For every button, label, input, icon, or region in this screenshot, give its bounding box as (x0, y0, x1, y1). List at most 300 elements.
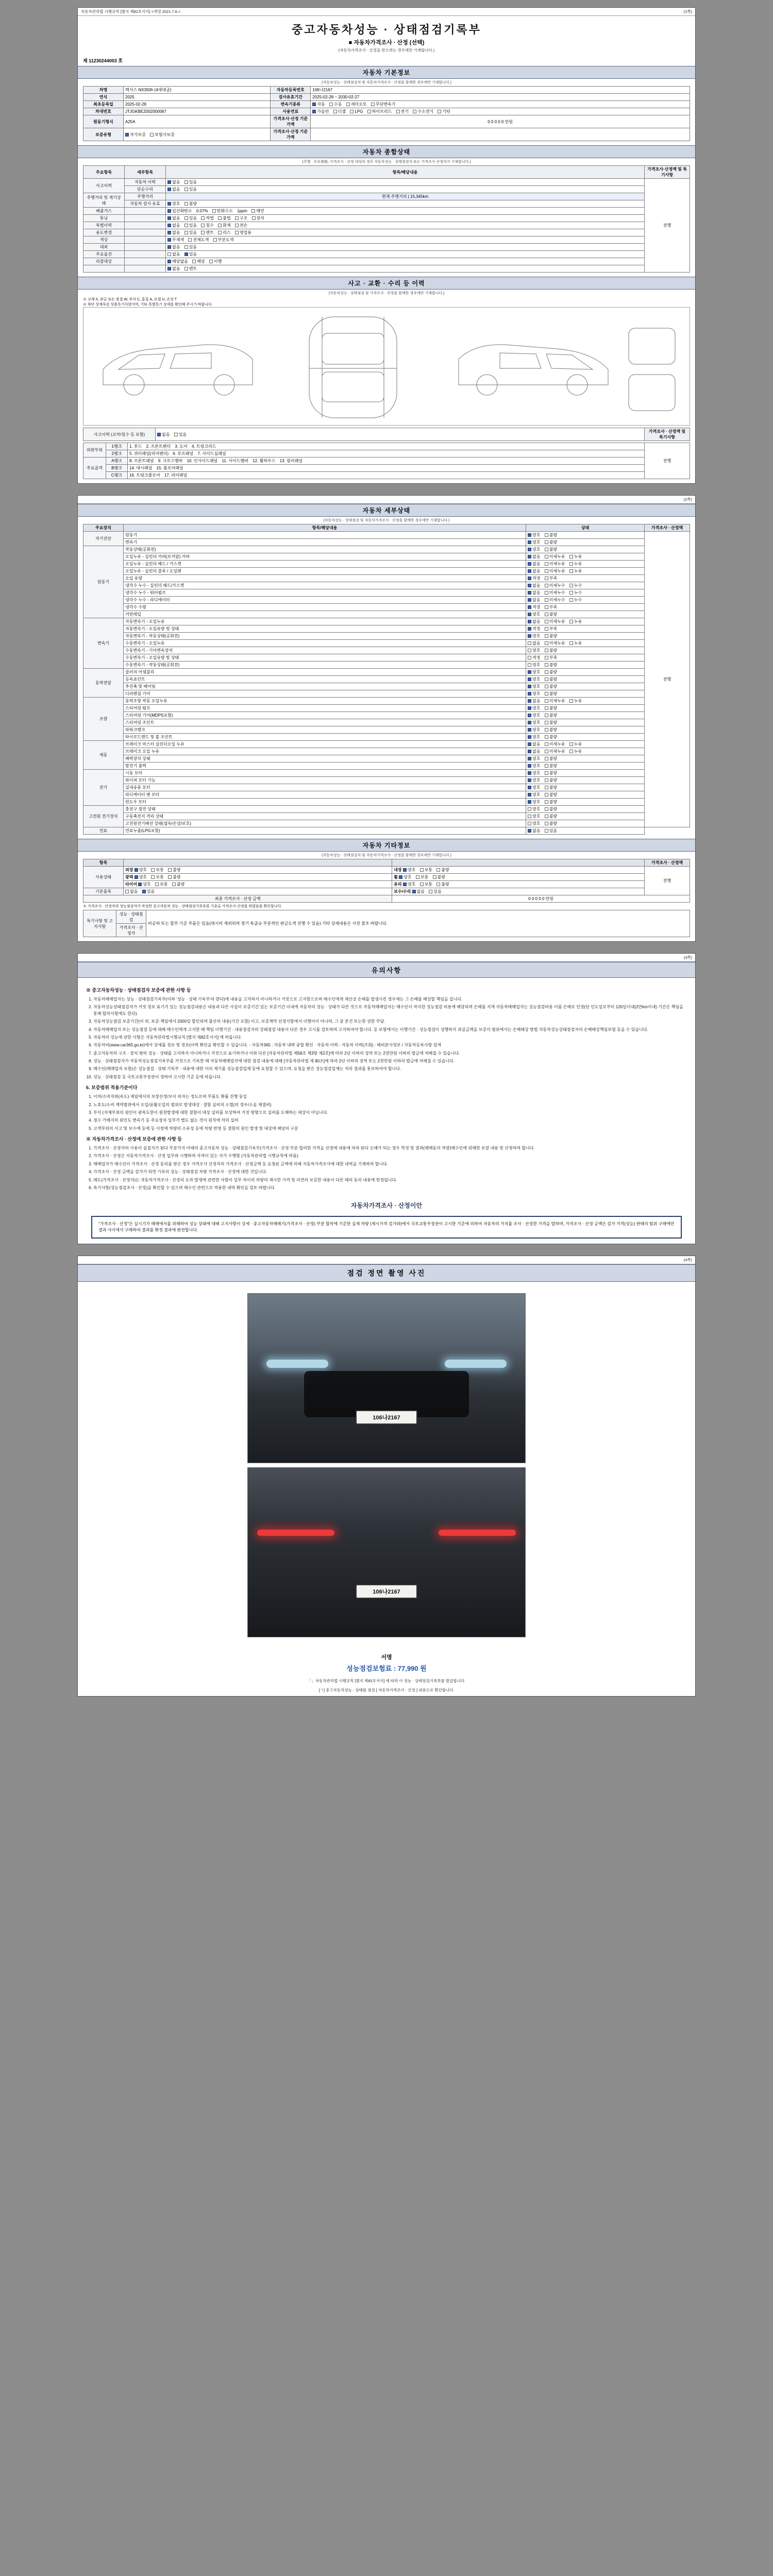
state-good[interactable]: 양호 (528, 785, 540, 790)
special-flood[interactable]: 침수 (201, 223, 213, 228)
frame-item[interactable]: 16. 트렁크플로어 (129, 473, 160, 478)
detail-state (526, 820, 645, 827)
state-bad[interactable]: 불량 (545, 691, 557, 697)
fuel-option-diesel[interactable]: 디젤 (333, 109, 346, 114)
state-none[interactable]: 없음 (528, 597, 540, 603)
row-sub-history: 자동차 이력 (125, 179, 166, 186)
sheet-page-4 (77, 1256, 696, 1697)
row-sub-usechange (125, 229, 166, 236)
state-yes[interactable]: 있음 (545, 828, 557, 834)
table-row (83, 647, 690, 654)
table-row (83, 222, 690, 229)
state-good[interactable]: 양호 (528, 684, 540, 689)
simple-none[interactable]: 없음 (167, 187, 180, 192)
label-engine-type: 원동기형식 (83, 115, 124, 128)
detail-item: 커먼레일 (124, 611, 526, 618)
guarantee-title: 자동차가격조사 · 산정이안 (350, 1202, 423, 1210)
accident-price-header: 가격조사 · 산정액 및 특기사항 (645, 428, 690, 441)
tuning-structure[interactable]: 구조 (235, 215, 247, 221)
row-value-tuning (166, 215, 645, 222)
table-row (83, 575, 690, 582)
accident-sub-yes[interactable]: 있음 (174, 432, 187, 437)
glass-normal[interactable]: 보통 (420, 882, 432, 887)
transmission-option-manual[interactable]: 수동 (329, 101, 342, 107)
state-minor[interactable]: 미세누유 (545, 741, 565, 747)
page-number-3: (3쪽) (683, 955, 692, 960)
state-minor[interactable]: 미세누유 (545, 568, 565, 574)
frame-item[interactable]: 5. 쿼터패널(리어펜더) (129, 451, 169, 456)
tuning-legal[interactable]: 적법 (201, 215, 213, 221)
state-bad[interactable]: 불량 (545, 684, 557, 689)
state-none[interactable]: 없음 (528, 828, 540, 834)
color-original[interactable]: 무채색 (167, 237, 184, 243)
state-leak[interactable]: 누유 (569, 741, 582, 747)
state-bad[interactable]: 불량 (545, 669, 557, 675)
photo-wrapper (78, 1282, 695, 1649)
frame-group-main: 주요골격 (83, 457, 106, 479)
state-good[interactable]: 양호 (528, 763, 540, 769)
tuning-yes[interactable]: 있음 (184, 215, 197, 221)
detail-state (526, 568, 645, 575)
state-good[interactable]: 양호 (528, 705, 540, 711)
table-row (83, 200, 690, 208)
frame-item[interactable]: 10. 인사이드패널 (187, 459, 218, 463)
glass-bad[interactable]: 불량 (436, 882, 449, 887)
fuel-option-ev[interactable]: 전기 (396, 109, 409, 114)
state-good[interactable]: 양호 (528, 806, 540, 812)
list-item: 6. 특기사항(성능점검조사 · 산정)을 확인할 수 있으며 매수인 관련으로 적용한 내역 확인을 검토 바랍니다. (93, 1185, 687, 1191)
color-part-repaint[interactable]: 부분도색 (213, 237, 234, 243)
basic-none[interactable]: 없음 (125, 889, 138, 894)
inspection-fee: 성능점검보험료 : 77,990 원 (346, 1665, 427, 1673)
state-bad[interactable]: 불량 (545, 785, 557, 790)
wheel-bad[interactable]: 불량 (433, 874, 445, 880)
usechange-yes[interactable]: 있음 (184, 230, 197, 235)
inspection-good[interactable]: 양호 (167, 201, 180, 207)
ext-normal[interactable]: 보통 (151, 867, 163, 873)
glass-good[interactable]: 양호 (403, 882, 415, 887)
transmission-option-cvt[interactable]: 무단변속기 (371, 101, 396, 107)
detail-item: 추진축 및 베어링 (124, 683, 526, 690)
other-polish-label: 광택 (125, 875, 133, 879)
special-total-loss[interactable]: 전손 (235, 223, 247, 228)
state-leak[interactable]: 누유 (569, 640, 582, 646)
state-bad[interactable]: 불량 (545, 648, 557, 653)
state-ok[interactable]: 적정 (528, 655, 540, 660)
state-bad[interactable]: 불량 (545, 676, 557, 682)
state-minor[interactable]: 미세누유 (545, 554, 565, 560)
tire-normal[interactable]: 보통 (155, 882, 167, 887)
frame-item[interactable]: 14. 대시패널 (129, 466, 153, 470)
state-minor[interactable]: 미세누유 (545, 619, 565, 624)
detail-item: 냉각수 수량 (124, 604, 526, 611)
state-low[interactable]: 부족 (545, 575, 557, 581)
warranty-option-insurer[interactable]: 보험사보증 (150, 132, 175, 138)
pol-bad[interactable]: 불량 (168, 874, 180, 880)
state-ok[interactable]: 적정 (528, 604, 540, 610)
options-yes[interactable]: 있음 (184, 251, 197, 257)
special-yes[interactable]: 있음 (184, 223, 197, 228)
state-leak[interactable]: 누유 (569, 749, 582, 754)
section-accident-body (78, 297, 695, 483)
state-good[interactable]: 양호 (528, 648, 540, 653)
table-row (83, 806, 690, 813)
guarantee-box: "가격조사 · 산정"은 실시기가 매매에서를 위해하여 성능 상태에 대해 고지사항이 상세 · 중고자동차매매기(가격조사 · 산정) 부분 합작에 기준한 실제 차량 (제시가격 검가와)에서 국토교통부장관이 고시한 기준에 의하여 자동차의 가치를 조사 · 산정한 가격을 말하며, 가격조사 · 산정 금액은 감가 가격(성능) 판매의 범위 구매에만 결과 사이에서 구매하여 결과를 확정 결과에 완전합니다. (91, 1216, 682, 1239)
frame-item[interactable]: 2. 프론트펜더 (146, 444, 171, 449)
state-none[interactable]: 없음 (528, 698, 540, 704)
detail-item: 타이로드엔드 및 볼 조인트 (124, 734, 526, 741)
usechange-rent[interactable]: 렌트 (201, 230, 213, 235)
row-value-usechange (166, 229, 645, 236)
state-none[interactable]: 없음 (528, 561, 540, 567)
label-transmission: 변속기종류 (271, 101, 311, 108)
state-bad[interactable]: 불량 (545, 777, 557, 783)
state-good[interactable]: 양호 (528, 770, 540, 776)
state-leak[interactable]: 누수 (569, 597, 582, 603)
frame-item[interactable]: 9. 크로스멤버 (158, 459, 183, 463)
table-row (83, 625, 690, 633)
row-value-inspection (166, 200, 645, 208)
detail-state (526, 719, 645, 726)
usechange-business[interactable]: 영업용 (235, 230, 251, 235)
state-bad[interactable]: 불량 (545, 720, 557, 725)
state-good[interactable]: 양호 (528, 676, 540, 682)
state-bad[interactable]: 불량 (545, 662, 557, 668)
row-label-color: 색상 (83, 236, 125, 244)
state-leak[interactable]: 누유 (569, 698, 582, 704)
detail-item: 시동 모터 (124, 770, 526, 777)
usechange-none[interactable]: 없음 (167, 230, 180, 235)
state-leak[interactable]: 누유 (569, 561, 582, 567)
state-bad[interactable]: 불량 (545, 734, 557, 740)
state-minor[interactable]: 미세누유 (545, 640, 565, 646)
detail-state (526, 647, 645, 654)
state-good[interactable]: 양호 (528, 539, 540, 545)
sheet-page-3 (77, 953, 696, 1244)
state-good[interactable]: 양호 (528, 792, 540, 798)
state-low[interactable]: 부족 (545, 655, 557, 660)
transmission-option-semi[interactable]: 세미오토 (346, 101, 367, 107)
lease-yes[interactable]: 있음 (184, 244, 197, 250)
detail-state (526, 640, 645, 647)
frame-item[interactable]: 4. 트렁크리드 (191, 444, 216, 449)
frame-item[interactable]: 13. 필러패널 (279, 459, 303, 463)
taillight-right-icon (439, 1530, 516, 1536)
state-good[interactable]: 양호 (528, 727, 540, 733)
row-value-lease (166, 244, 645, 251)
fuel-option-hybrid[interactable]: 하이브리드 (367, 109, 392, 114)
detail-item: 발전기 출력 (124, 762, 526, 770)
state-good[interactable]: 양호 (528, 547, 540, 552)
table-row (83, 662, 690, 669)
state-leak[interactable]: 누유 (569, 568, 582, 574)
state-minor[interactable]: 미세누유 (545, 698, 565, 704)
group-powertrain: 동력전달 (83, 669, 124, 698)
emission-smoke[interactable]: 매연 (251, 208, 264, 214)
state-bad[interactable]: 불량 (545, 792, 557, 798)
wheel-normal[interactable]: 보통 (416, 874, 428, 880)
state-low[interactable]: 부족 (545, 604, 557, 610)
frame-item[interactable]: 17. 리어패널 (164, 473, 188, 478)
detail-state (526, 662, 645, 669)
state-bad[interactable]: 불량 (545, 814, 557, 819)
fuel-option-hydrogen[interactable]: 수소전기 (413, 109, 433, 114)
frame-item[interactable]: 12. 휠하우스 (253, 459, 276, 463)
detail-state (526, 633, 645, 640)
state-bad[interactable]: 불량 (545, 547, 557, 552)
frame-item[interactable]: 1. 후드 (129, 444, 142, 449)
frame-rank-c: C랭크 (106, 472, 128, 479)
state-good[interactable]: 양호 (528, 662, 540, 668)
wheel-good[interactable]: 양호 (399, 874, 411, 880)
state-good[interactable]: 양호 (528, 821, 540, 826)
usechange-lease[interactable]: 리스 (218, 230, 230, 235)
state-leak[interactable]: 누수 (569, 583, 582, 588)
tuning-none[interactable]: 없음 (167, 215, 180, 221)
row-sub-special (125, 222, 166, 229)
table-row (83, 784, 690, 791)
other-col-2 (392, 859, 645, 867)
repair-yes[interactable]: 있음 (429, 889, 441, 894)
car-damage-diagram[interactable] (83, 307, 690, 426)
detail-state (526, 806, 645, 813)
section-basic-body (78, 86, 695, 145)
detail-state (526, 532, 645, 539)
table-row (83, 777, 690, 784)
page4-topnote (78, 1256, 695, 1264)
other-interior-label: 내장 (394, 868, 402, 872)
frame-items-2 (128, 450, 645, 457)
section-accident-title: 사고 · 교환 · 수리 등 이력 (78, 277, 695, 290)
state-good[interactable]: 양호 (528, 756, 540, 761)
other-glass-label: 유리 (394, 882, 402, 887)
state-minor[interactable]: 미세누유 (545, 749, 565, 754)
table-row (83, 762, 690, 770)
special-none[interactable]: 없음 (167, 223, 180, 228)
state-good[interactable]: 양호 (528, 734, 540, 740)
page-number-4: (4쪽) (683, 1258, 692, 1263)
state-bad[interactable]: 불량 (545, 727, 557, 733)
group-transmission: 변속기 (83, 618, 124, 669)
notice-list-3 (93, 1094, 687, 1132)
frame-item[interactable]: 7. 사이드실패널 (197, 451, 226, 456)
recall-done[interactable]: 이행 (209, 259, 222, 264)
row-label-lease: 대외 (83, 244, 125, 251)
ext-bad[interactable]: 불량 (168, 867, 180, 873)
state-good[interactable]: 양호 (528, 713, 540, 718)
state-minor[interactable]: 미세누수 (545, 597, 565, 603)
state-good[interactable]: 양호 (528, 691, 540, 697)
state-none[interactable]: 없음 (528, 619, 540, 624)
state-bad[interactable]: 불량 (545, 799, 557, 805)
repair-none[interactable]: 없음 (412, 889, 425, 894)
fuel-option-lpg[interactable]: LPG (350, 109, 363, 114)
form-reference: 자동차관리법 시행규칙 [별지 제82호서식] <개정 2021.7.6.> (81, 9, 181, 14)
table-row (83, 813, 690, 820)
fuel-option-gasoline[interactable]: 가솔린 (312, 109, 329, 114)
other-wheel (392, 874, 645, 881)
label-inspection-period: 검사유효기간 (271, 94, 311, 101)
detail-item: 수동변속기 - 기어변속장치 (124, 647, 526, 654)
simple-yes[interactable]: 있음 (184, 187, 197, 192)
frame-item[interactable]: 6. 루프패널 (173, 451, 194, 456)
list-item: 2. 노후도/소비 계약범위에서 오일/윤활오일의 범위로 발생대상 : 결함 실비의 소멸(의 경우/소음 체결비) (93, 1102, 687, 1108)
emission-hc[interactable]: 탄화수소 (212, 208, 233, 214)
other-tire-label: 타이어 (125, 882, 138, 887)
special-notes-text[interactable]: 비공하 또는 할부 기준 부품은 있음(대시비 제외되며 경기 특급규 부분적인 판금도색 진행 수 있음) 기타 상세내용은 사진 참조 바랍니다. (146, 910, 690, 937)
extra-none[interactable]: 없음 (167, 266, 180, 272)
int-normal[interactable]: 보통 (420, 867, 432, 873)
value-first-reg: 2025-02-28 (124, 101, 271, 108)
frame-item[interactable]: 3. 도어 (175, 444, 188, 449)
detail-state (526, 625, 645, 633)
section-other-note: (자동차성능 · 상태점검자 및 자동차가격조사 · 산정을 함께한 경우에만 기재합니다.) (322, 854, 451, 857)
tire-bad[interactable]: 불량 (172, 882, 184, 887)
detail-item: 클러치 어셈블리 (124, 669, 526, 676)
state-minor[interactable]: 미세누유 (545, 561, 565, 567)
warranty-option-self[interactable]: 자가보증 (125, 132, 146, 138)
state-good[interactable]: 양호 (528, 633, 540, 639)
detail-state (526, 683, 645, 690)
lease-none[interactable]: 없음 (167, 244, 180, 250)
section-overall-title: 자동차 종합상태 (78, 145, 695, 158)
table-row (83, 115, 690, 128)
state-bad[interactable]: 불량 (545, 756, 557, 761)
other-col-0: 항목 (83, 859, 124, 867)
col-state: 상태 (526, 524, 645, 532)
state-bad[interactable]: 불량 (545, 705, 557, 711)
table-row (83, 539, 690, 546)
detail-state (526, 748, 645, 755)
emission-co[interactable]: 일산화탄소 (167, 208, 192, 214)
recall-na[interactable]: 해당없음 (167, 259, 188, 264)
state-ok[interactable]: 적정 (528, 626, 540, 632)
state-none[interactable]: 없음 (528, 741, 540, 747)
state-low[interactable]: 부족 (545, 626, 557, 632)
transmission-option-auto[interactable]: 자동 (312, 101, 325, 107)
frame-rank-a: A랭크 (106, 457, 128, 465)
state-none[interactable]: 없음 (528, 749, 540, 754)
headlight-right-icon (445, 1360, 507, 1368)
table-row (83, 874, 690, 881)
state-minor[interactable]: 미세누수 (545, 590, 565, 596)
int-bad[interactable]: 불량 (436, 867, 449, 873)
options-none[interactable]: 없음 (167, 251, 180, 257)
ext-good[interactable]: 양호 (135, 867, 147, 873)
tuning-device[interactable]: 장치 (252, 215, 264, 221)
state-good[interactable]: 양호 (528, 669, 540, 675)
state-good[interactable]: 양호 (528, 799, 540, 805)
other-repair-label: 보수/수리 (394, 889, 411, 894)
other-group-basic: 기본품목 (83, 888, 124, 895)
tire-good[interactable]: 양호 (138, 882, 150, 887)
other-exterior (124, 867, 392, 874)
state-none[interactable]: 없음 (528, 640, 540, 646)
section-detail-body (78, 524, 695, 839)
state-good[interactable]: 양호 (528, 720, 540, 725)
state-none[interactable]: 없음 (528, 554, 540, 560)
history-yes[interactable]: 있음 (184, 179, 197, 185)
front-plate: 106나2167 (356, 1410, 417, 1425)
table-row (83, 770, 690, 777)
other-col-3: 가격조사 · 산정액 (645, 859, 690, 867)
pol-good[interactable]: 양호 (135, 874, 147, 880)
fuel-option-etc[interactable]: 기타 (438, 109, 450, 114)
sheet-page-2 (77, 495, 696, 942)
state-bad[interactable]: 불량 (545, 770, 557, 776)
pol-normal[interactable]: 보통 (151, 874, 163, 880)
basic-yes[interactable]: 있음 (142, 889, 155, 894)
section-other-body (78, 859, 695, 941)
table-row (83, 597, 690, 604)
inspection-bad[interactable]: 불량 (184, 201, 197, 207)
emission-co-value: 0.07% (196, 209, 208, 213)
state-bad[interactable]: 불량 (545, 806, 557, 812)
detail-sign-cell: 전행 (645, 532, 690, 827)
state-leak[interactable]: 누유 (569, 619, 582, 624)
state-bad[interactable]: 불량 (545, 763, 557, 769)
table-row (83, 457, 690, 465)
tuning-illegal[interactable]: 불법 (218, 215, 230, 221)
state-none[interactable]: 없음 (528, 590, 540, 596)
state-leak[interactable]: 누유 (569, 554, 582, 560)
frame-item[interactable]: 15. 플로어패널 (156, 466, 183, 470)
state-good[interactable]: 양호 (528, 777, 540, 783)
state-minor[interactable]: 미세누수 (545, 583, 565, 588)
state-bad[interactable]: 불량 (545, 713, 557, 718)
detail-item: 브레이크 마스터 실린더오일 누유 (124, 741, 526, 748)
state-none[interactable]: 없음 (528, 583, 540, 588)
frame-item[interactable]: 11. 사이드멤버 (222, 459, 248, 463)
detail-item: 동력조향 작동 오일누유 (124, 698, 526, 705)
history-none[interactable]: 없음 (167, 179, 180, 185)
state-none[interactable]: 없음 (528, 568, 540, 574)
accident-sub-none[interactable]: 없음 (157, 432, 170, 437)
list-item: 6. 자동차의(www.car365.go.kr)에서 상세를 정보 및 정보(이력 확인을 확인할 수 있습니다. - 자동차365 : 자동차 내력 종합 확인 · 자동차 이력 - 자동차 이력(조회) : 해외본사정보 / 자동차등록사항 검색 (93, 1042, 687, 1048)
special-fire[interactable]: 화재 (218, 223, 230, 228)
state-bad[interactable]: 불량 (545, 821, 557, 826)
state-leak[interactable]: 누수 (569, 590, 582, 596)
extra-yes[interactable]: 렌트 (184, 266, 197, 272)
detail-state (526, 618, 645, 625)
state-good[interactable]: 양호 (528, 814, 540, 819)
color-full-repaint[interactable]: 전체도색 (188, 237, 209, 243)
rear-photo (247, 1467, 526, 1637)
row-value-recall (166, 258, 645, 265)
state-ok[interactable]: 적정 (528, 575, 540, 581)
recall-yes[interactable]: 해당 (192, 259, 205, 264)
table-row (83, 734, 690, 741)
state-good[interactable]: 양호 (528, 532, 540, 538)
state-good[interactable]: 양호 (528, 612, 540, 617)
state-bad[interactable]: 불량 (545, 612, 557, 617)
table-header-row (83, 524, 690, 532)
state-bad[interactable]: 불량 (545, 539, 557, 545)
state-bad[interactable]: 불량 (545, 633, 557, 639)
int-good[interactable]: 양호 (403, 867, 415, 873)
group-engine: 원동기 (83, 546, 124, 618)
state-bad[interactable]: 불량 (545, 532, 557, 538)
detail-state (526, 690, 645, 698)
frame-item[interactable]: 8. 프론트패널 (129, 459, 154, 463)
table-row (83, 867, 690, 874)
table-row (83, 546, 690, 553)
page-number-2: (2쪽) (683, 497, 692, 502)
detail-state (526, 770, 645, 777)
table-row (83, 94, 690, 101)
label-first-reg: 최초등록일 (83, 101, 124, 108)
accident-sub-value (156, 428, 645, 441)
